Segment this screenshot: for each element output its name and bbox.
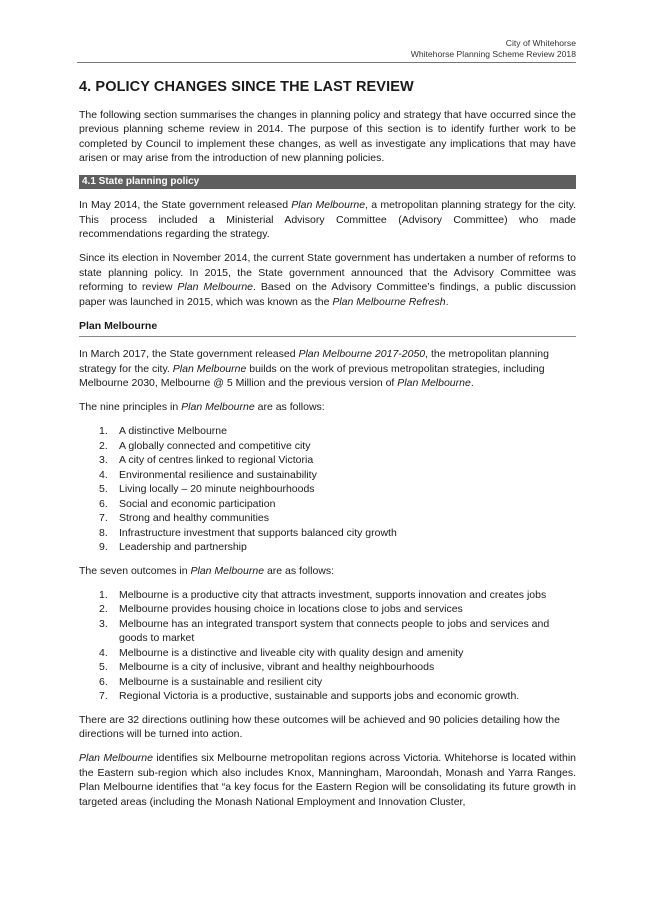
state-paragraph-2: Since its election in November 2014, the current State government has undertaken a number of reforms to state planning policy. In 2015, the State government announced that the Advisory Committee was reforming to review Plan Melbourne. Based on the Advisory Committee’s findings, a public discussion paper was launched in 2015, which was known as the Plan Melbourne Refresh. bbox=[79, 252, 577, 308]
plan-melbourne-subheading: Plan Melbourne bbox=[79, 319, 576, 338]
principles-list bbox=[79, 424, 576, 555]
list-item: 6. Social and economic participation bbox=[99, 497, 276, 510]
list-item: 2. A globally connected and competitive city bbox=[99, 439, 311, 452]
subsection-bar: 4.1 State planning policy bbox=[79, 175, 576, 189]
list-item: 5. Living locally – 20 minute neighbourhoods bbox=[99, 483, 315, 495]
outcomes-list bbox=[79, 588, 576, 704]
list-item: 9. Leadership and partnership bbox=[99, 541, 247, 553]
header-document-title: Whitehorse Planning Scheme Review 2018 bbox=[410, 49, 576, 59]
state-paragraph-1: In May 2014, the State government released Plan Melbourne, a metropolitan planning strategy for the city. This process included a Ministerial Advisory Committee (Advisory Committee) who made recommendations regarding the strategy. bbox=[79, 199, 577, 240]
list-item: 7. Regional Victoria is a productive, sustainable and supports jobs and economic growth. bbox=[99, 690, 520, 702]
list-item: 1. Melbourne is a productive city that attracts investment, supports innovation and creates jobs bbox=[99, 588, 547, 601]
header-organisation: City of Whitehorse bbox=[505, 38, 576, 48]
intro-paragraph: The following section summarises the changes in planning policy and strategy that have occurred since the previous planning scheme review in 2014. The purpose of this section is to identify further work to be completed by Council to implement these changes, as well as investigate any implications that may have arisen or may arise from the introduction of new planning policies. bbox=[79, 108, 576, 164]
section-heading: 4. POLICY CHANGES SINCE THE LAST REVIEW bbox=[79, 79, 414, 95]
list-item: 4. Melbourne is a distinctive and liveable city with quality design and amenity bbox=[99, 646, 464, 659]
list-item: 4. Environmental resilience and sustainability bbox=[99, 468, 317, 481]
directions-paragraph: There are 32 directions outlining how these outcomes will be achieved and 90 policies detailing how the directions will be turned into action. bbox=[79, 713, 560, 740]
regions-paragraph: Plan Melbourne identifies six Melbourne metropolitan regions across Victoria. Whitehorse is located within the Eastern sub-region which also includes Knox, Manningham, Maroondah, Monash and Yarra Ranges. Plan Melbourne identifies that “a key focus for the Eastern Region will be consolidating its future growth in targeted areas (including the Monash National Employment and Innovation Cluster, bbox=[79, 752, 576, 808]
list-item: 3. A city of centres linked to regional Victoria bbox=[99, 454, 314, 466]
list-item: 6. Melbourne is a sustainable and resilient city bbox=[99, 675, 323, 688]
list-item: 5. Melbourne is a city of inclusive, vibrant and healthy neighbourhoods bbox=[99, 661, 435, 673]
list-item: 8. Infrastructure investment that supports balanced city growth bbox=[99, 526, 397, 539]
list-item: 1. A distinctive Melbourne bbox=[99, 425, 227, 437]
plan-melbourne-paragraph: In March 2017, the State government released Plan Melbourne 2017-2050, the metropolitan planning strategy for the city. Plan Melbourne builds on the work of previous metropolitan strategies, including Melbourne 2030, Melbourne @ 5 Million and the previous version of Plan Melbourne. bbox=[79, 348, 549, 389]
page-header bbox=[411, 38, 576, 60]
list-item: 2. Melbourne provides housing choice in locations close to jobs and services bbox=[99, 603, 463, 615]
list-item: 7. Strong and healthy communities bbox=[99, 512, 269, 524]
principles-intro: The nine principles in Plan Melbourne are as follows: bbox=[79, 401, 325, 413]
outcomes-intro: The seven outcomes in Plan Melbourne are as follows: bbox=[79, 564, 335, 577]
page-content bbox=[79, 80, 576, 819]
list-item: 3. Melbourne has an integrated transport system that connects people to jobs and services and goods to market bbox=[99, 617, 550, 644]
header-divider bbox=[77, 62, 576, 63]
